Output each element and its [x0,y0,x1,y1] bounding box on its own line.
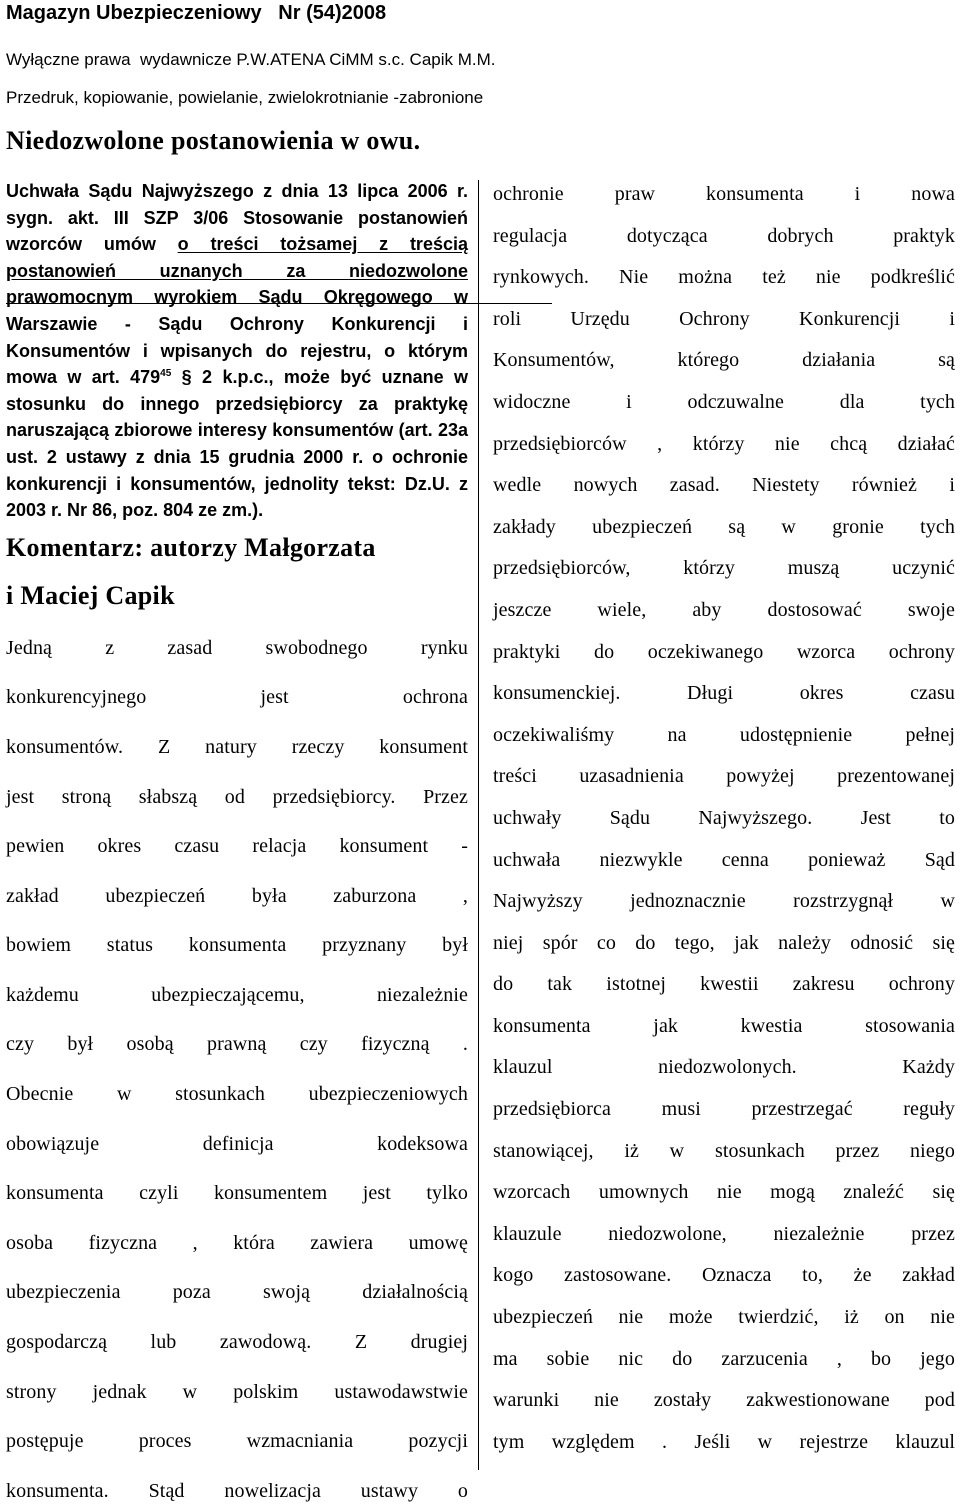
body-line: ochronie praw konsumenta i nowa [493,183,955,205]
body-line: konkurencyjnego jest ochrona [6,686,468,709]
body-line: konsumentów. Z natury rzeczy konsument [6,735,468,758]
commentary-heading [6,524,468,620]
commentary-line-1: Komentarz: autorzy Małgorzata [6,532,376,562]
body-line: oczekiwaliśmy na udostępnienie pełnej [493,723,955,746]
ruling-text-end: 2 k.p.c., może być uznane w stosunku do innego przedsiębiorcy za praktykę naruszającą zbiorowe interesy konsumentów (art. 23a ust. 2 ustawy z dnia 15 grudnia 2000 r. o ochronie konkurencji i konsumentów, jednolity tekst: Dz.U. z 2003 r. Nr 86, poz. 804 ze zm.). [6,367,468,521]
reprint-notice: Przedruk, kopiowanie, powielanie, zwielokrotnianie -zabronione [6,88,484,107]
commentary-line-2: i Maciej Capik [6,580,175,610]
body-line: postępuje proces wzmacniania pozycji [6,1430,468,1453]
body-line: roli Urzędu Ochrony Konkurencji i [493,307,955,330]
body-line: pewien okres czasu relacja konsument - [6,835,468,858]
court-ruling-summary [6,178,468,524]
body-line: osoba fizyczna , która zawiera umowę [6,1231,468,1254]
body-line: zakłady ubezpieczeń są w gronie tych [493,515,955,538]
body-line: konsumenta jak kwestia stosowania [493,1014,955,1037]
body-line: ubezpieczenia poza swoją działalnością [6,1281,468,1304]
body-line: Jedną z zasad swobodnego rynku [6,636,468,659]
body-line: praktyki do oczekiwanego wzorca ochrony [493,640,955,663]
body-line: do tak istotnej kwestii zakresu ochrony [493,973,955,996]
body-line: wzorcach umownych nie mogą znaleźć się [493,1181,955,1204]
body-line: jest stroną słabszą od przedsiębiorcy. Przez [6,785,468,808]
magazine-title: Magazyn Ubezpieczeniowy Nr (54)2008 [6,2,387,24]
body-line: zakład ubezpieczeń była zaburzona , [6,884,468,907]
ruling-text-start: Uchwała Sądu Najwyższego z dnia 13 lipca 2006 r. sygn. akt. III SZP 3/06 Stosowanie postanowień wzorców umów [6,181,468,255]
body-line: strony jednak w polskim ustawodawstwie [6,1380,468,1403]
body-line: treści uzasadnienia powyżej prezentowanej [493,765,955,788]
section-sign: § [181,367,192,388]
body-line: uchwały Sądu Najwyższego. Jest to [493,806,955,829]
body-line: kogo zastosowane. Oznacza to, że zakład [493,1264,955,1287]
body-line: jeszcze wiele, aby dostosować swoje [493,598,955,621]
right-body-text [493,174,955,1463]
body-line: niej spór co do tego, jak należy odnosić się [493,931,955,954]
body-line: konsumenta czyli konsumentem jest tylko [6,1182,468,1205]
publishing-rights: Wyłączne prawa wydawnicze P.W.ATENA CiMM s.c. Capik M.M. [6,50,496,69]
body-line: Obecnie w stosunkach ubezpieczeniowych [6,1083,468,1106]
body-line: wedle nowych zasad. Niestety również i [493,474,955,497]
body-line: regulacja dotycząca dobrych praktyk [493,224,955,247]
article-topic: Niedozwolone postanowienia w owu. [6,126,421,155]
body-line: warunki nie zostały zakwestionowane pod [493,1389,955,1412]
body-line: przedsiębiorca musi przestrzegać reguły [493,1098,955,1121]
body-line: gospodarczą lub zawodową. Z drugiej [6,1331,468,1354]
ruling-superscript: 45 [160,368,172,380]
body-line: ma sobie nic do zarzucenia , bo jego [493,1347,955,1370]
body-line: Konsumentów, którego działania są [493,349,955,372]
body-line: czy był osobą prawną czy fizyczną . [6,1033,468,1056]
ruling-text-middle: prawomocnym wyrokiem Sądu Okręgowego w Warszawie - Sądu Ochrony Konkurencji i Konsumentów i wpisanych do rejestru, o którym mowa w art. 479 [6,287,468,388]
body-line: stanowiącej, iż w stosunkach przez niego [493,1139,955,1162]
left-column [6,178,468,1512]
right-column [493,174,955,1463]
left-body-text [6,628,468,1512]
body-line: ubezpieczeń nie może twierdzić, iż on nie [493,1306,955,1329]
body-line: konsumenckiej. Długi okres czasu [493,682,955,705]
body-line: przedsiębiorców, którzy muszą uczynić [493,557,955,580]
body-line: przedsiębiorców , którzy nie chcą działać [493,432,955,455]
body-line: tym względem . Jeśli w rejestrze klauzul [493,1430,955,1453]
ruling-underlined-text: o treści tożsamej z treścią postanowień uznanych za niedozwolone [6,234,468,281]
body-line: rynkowych. Nie można też nie podkreślić [493,266,955,289]
body-line: obowiązuje definicja kodeksowa [6,1132,468,1155]
body-line: bowiem status konsumenta przyznany był [6,934,468,957]
column-divider [478,180,479,1470]
body-line: konsumenta. Stąd nowelizacja ustawy o [6,1479,468,1502]
body-line: klauzule niedozwolone, niezależnie przez [493,1222,955,1245]
body-line: klauzul niedozwolonych. Każdy [493,1056,955,1079]
body-line: uchwała niezwykle cenna ponieważ Sąd [493,848,955,871]
body-line: każdemu ubezpieczającemu, niezależnie [6,983,468,1006]
body-line: Najwyższy jednoznacznie rozstrzygnął w [493,890,955,913]
body-line: widoczne i odczuwalne dla tych [493,390,955,413]
